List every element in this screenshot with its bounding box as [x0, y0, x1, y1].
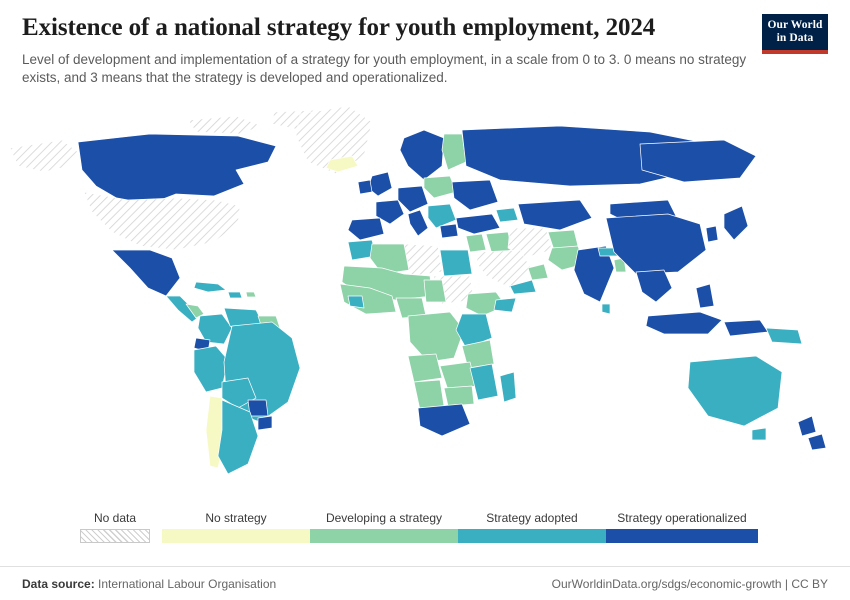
legend-label-strategy-adopted: Strategy adopted — [486, 511, 578, 525]
page-subtitle: Level of development and implementation of a strategy for youth employment, in a scale from 0 to 3. 0 means no strategy exists, and 3 means that the strategy is developed and operationalized. — [22, 51, 747, 86]
legend-label-no-strategy: No strategy — [205, 511, 267, 525]
header — [22, 14, 828, 88]
map-legend — [0, 505, 850, 560]
attribution-link[interactable]: OurWorldinData.org/sdgs/economic-growth | CC BY — [551, 576, 828, 591]
legend-label-no-data: No data — [93, 511, 137, 525]
legend-swatch-no-strategy[interactable] — [162, 529, 310, 543]
data-source-value: International Labour Organisation — [98, 576, 277, 591]
legend-swatch-strategy-adopted[interactable] — [458, 529, 606, 543]
logo-line-1: Our World — [767, 18, 823, 31]
world-map[interactable] — [0, 100, 850, 500]
legend-swatch-no-data[interactable] — [80, 529, 150, 543]
data-source-label: Data source: — [22, 576, 95, 591]
legend-label-developing-a-strategy: Developing a strategy — [325, 511, 443, 525]
legend-swatch-strategy-operationalized[interactable] — [606, 529, 758, 543]
legend-labels — [80, 505, 770, 525]
footer — [0, 566, 850, 600]
page-title: Existence of a national strategy for youth employment, 2024 — [22, 14, 656, 41]
legend-swatch-developing-a-strategy[interactable] — [310, 529, 458, 543]
data-source — [22, 577, 276, 591]
world-map-svg[interactable] — [0, 100, 850, 500]
legend-bars — [80, 529, 770, 543]
legend-label-strategy-operationalized: Strategy operationalized — [617, 511, 747, 525]
our-world-in-data-logo[interactable] — [762, 14, 828, 54]
logo-line-2: in Data — [776, 31, 814, 44]
